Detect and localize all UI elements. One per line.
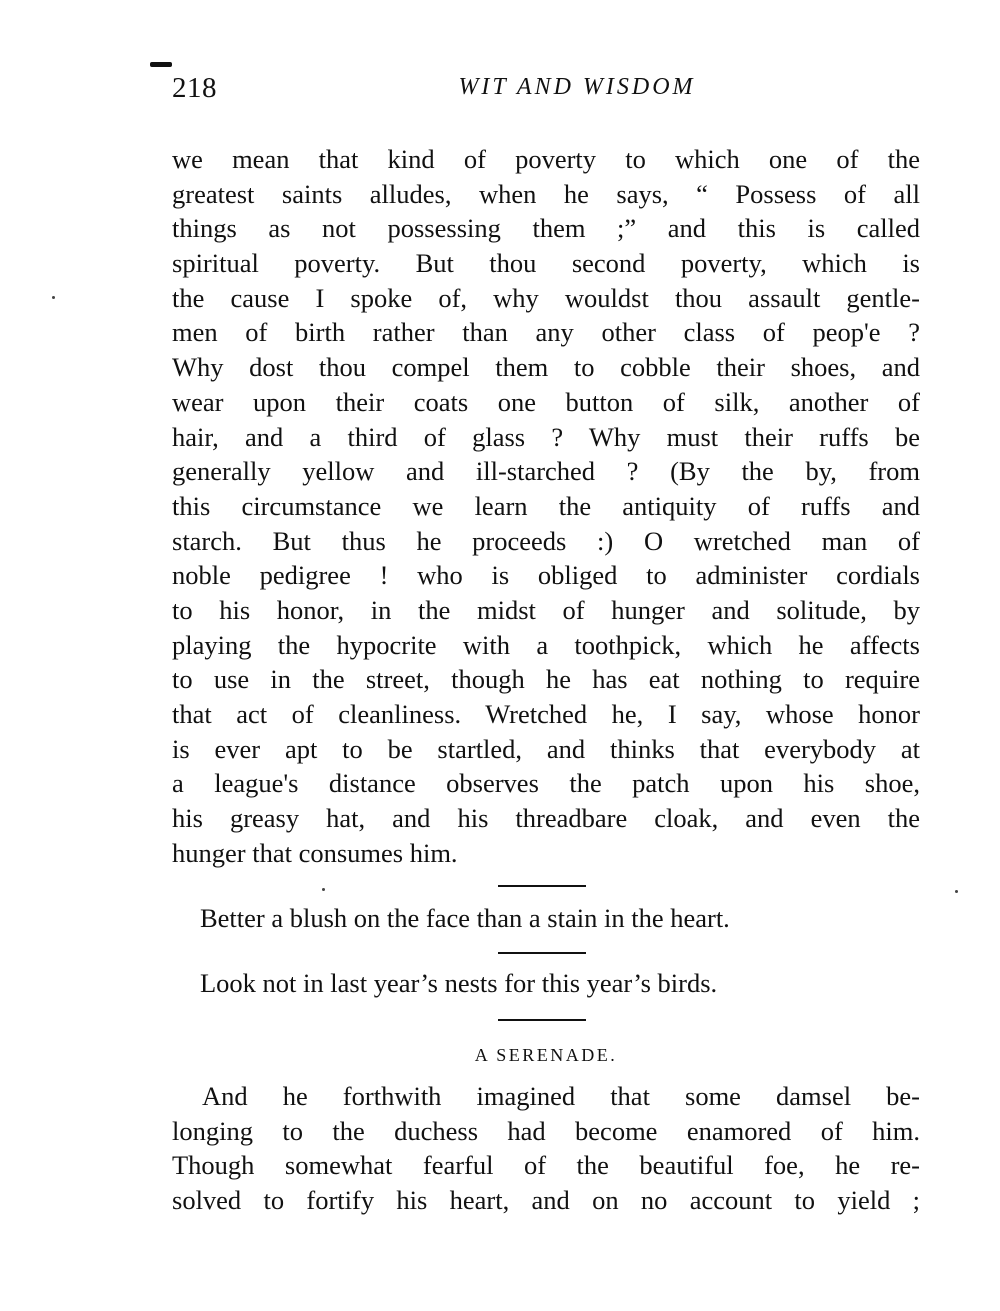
text-line: a league's distance observes the patch upon his shoe,	[172, 768, 920, 799]
ink-speck	[52, 296, 55, 299]
text-line: hunger that consumes him.	[172, 837, 458, 868]
text-line: the cause I spoke of, why wouldst thou assault gentle-	[172, 282, 920, 313]
section-paragraph	[172, 1079, 920, 1218]
text-line: we mean that kind of poverty to which one of the	[172, 144, 920, 174]
page-header	[172, 72, 922, 112]
text-line: longing to the duchess had become enamored of him.	[172, 1115, 920, 1146]
text-line: playing the hypocrite with a toothpick, which he affects	[172, 629, 920, 660]
divider-rule	[498, 885, 586, 887]
text-line: solved to fortify his heart, and on no account to yield ;	[172, 1185, 920, 1216]
text-line: to use in the street, though he has eat nothing to require	[172, 664, 920, 695]
proverb-1: Better a blush on the face than a stain in the heart.	[200, 903, 730, 933]
text-line: his greasy hat, and his threadbare cloak, and even the	[172, 803, 920, 834]
text-line: wear upon their coats one button of silk, another of	[172, 386, 920, 417]
text-line: men of birth rather than any other class of peop'e ?	[172, 317, 920, 348]
text-line: noble pedigree ! who is obliged to administer cordials	[172, 560, 920, 591]
text-line: Though somewhat fearful of the beautiful foe, he re-	[172, 1150, 920, 1181]
text-line: Why dost thou compel them to cobble their shoes, and	[172, 352, 920, 383]
ink-speck	[322, 888, 325, 891]
proverb-2: Look not in last year’s nests for this year’s birds.	[200, 968, 718, 998]
text-line: hair, and a third of glass ? Why must their ruffs be	[172, 421, 920, 452]
divider-rule	[498, 1019, 586, 1021]
text-line: starch. But thus he proceeds :) O wretched man of	[172, 525, 920, 556]
main-paragraph	[172, 142, 920, 870]
text-line: this circumstance we learn the antiquity of ruffs and	[172, 490, 920, 521]
section-heading: A SERENADE.	[474, 1045, 618, 1065]
page-number: 218	[172, 72, 217, 104]
text-line: And he forthwith imagined that some damsel be-	[202, 1081, 920, 1111]
running-title: WIT AND WISDOM	[458, 74, 696, 100]
text-line: generally yellow and ill-starched ? (By the by, from	[172, 456, 920, 487]
text-line: spiritual poverty. But thou second poverty, which is	[172, 248, 920, 279]
ink-speck	[955, 890, 958, 893]
text-line: that act of cleanliness. Wretched he, I say, whose honor	[172, 699, 920, 729]
text-line: to his honor, in the midst of hunger and solitude, by	[172, 594, 920, 625]
text-line: things as not possessing them ;” and this is called	[172, 213, 920, 244]
divider-rule	[498, 952, 586, 954]
text-line: greatest saints alludes, when he says, “ Possess of all	[172, 178, 920, 209]
text-line: is ever apt to be startled, and thinks that everybody at	[172, 733, 920, 764]
ink-mark	[150, 62, 172, 67]
